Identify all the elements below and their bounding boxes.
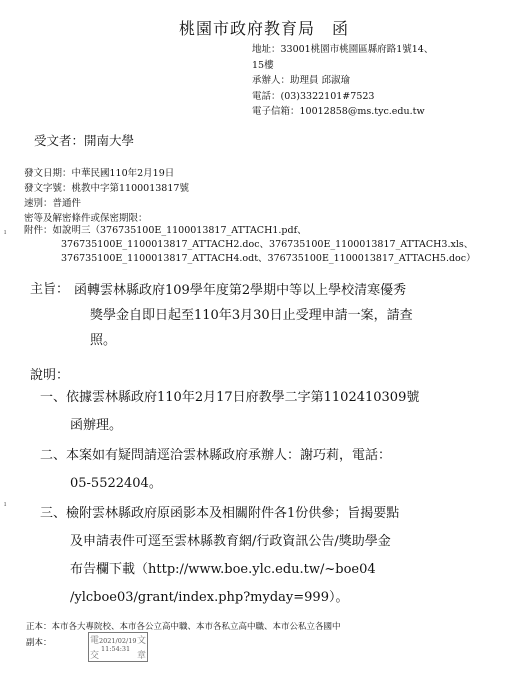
- subject-line3: 照。: [90, 333, 117, 348]
- subject-label: 主旨：: [30, 282, 70, 297]
- item-text: 05-5522404。: [70, 476, 162, 491]
- recipient: 受文者：開南大學: [34, 133, 135, 148]
- item-marker: 三、: [40, 506, 67, 521]
- contact-phone: 電話：(03)3322101#7523: [252, 90, 375, 102]
- dispatch-stamp: [88, 632, 148, 662]
- item-marker: 一、: [40, 390, 67, 405]
- stamp-date: 2021/02/19: [99, 637, 137, 645]
- stamp-char: 電: [90, 636, 100, 646]
- item-text: /ylcboe03/grant/index.php?myday=999）。: [70, 590, 349, 605]
- description-item-1: [40, 384, 419, 440]
- stamp-char: 文: [136, 636, 146, 646]
- contact-block: [252, 42, 433, 120]
- document-title: 桃園市政府教育局 函: [178, 19, 349, 38]
- cc-label: 副本：: [26, 638, 52, 648]
- margin-mark: ı: [4, 228, 7, 236]
- subject-line1: 函轉雲林縣政府109學年度第2學期中等以上學校清寒優秀: [74, 283, 407, 298]
- stamp-time: 11:54:31: [101, 645, 131, 653]
- stamp-char: 交: [90, 651, 100, 661]
- speed: 速別：普通件: [24, 198, 82, 209]
- issue-number: 發文字號：桃教中字第1100013817號: [24, 183, 189, 194]
- stamp-char: 章: [136, 651, 146, 661]
- secrecy: 密等及解密條件或保密期限：: [24, 213, 148, 224]
- description-item-3: [40, 500, 399, 612]
- contact-address-line2: 15樓: [252, 59, 274, 71]
- attachment-line1: 附件：如說明三（376735100E_1100013817_ATTACH1.pdf、: [24, 225, 307, 236]
- contact-address-line1: 地址：33001桃園市桃園區縣府路1號14、: [252, 44, 434, 55]
- description-label: 說明：: [30, 368, 70, 383]
- item-text: 本案如有疑問請逕洽雲林縣政府承辦人：謝巧莉，電話：: [66, 448, 392, 463]
- item-text: 及申請表件可逕至雲林縣教育網/行政資訊公告/獎助學金: [70, 534, 391, 549]
- item-text: 依據雲林縣政府110年2月17日府教學二字第1102410309號: [66, 390, 420, 405]
- attachment-line2: 376735100E_1100013817_ATTACH2.doc、376735100E_1100013817_ATTACH3.xls、: [61, 239, 474, 250]
- contact-handler: 承辦人：助理員 邱淑瑜: [252, 75, 351, 86]
- margin-mark: ı: [4, 500, 7, 508]
- subject-text: [74, 278, 474, 353]
- attachments: [24, 224, 476, 266]
- attachment-line3: 376735100E_1100013817_ATTACH4.odt、376735100E_1100013817_ATTACH5.doc）: [61, 253, 476, 264]
- subject-line2: 獎學金自即日起至110年3月30日止受理申請一案，請查: [90, 308, 413, 323]
- main-copy: 正本：本市各大專院校、本市各公立高中職、本市各私立高中職、本市公私立各國中: [26, 622, 341, 632]
- issue-date: 發文日期：中華民國110年2月19日: [24, 168, 175, 179]
- contact-email: 電子信箱：10012858@ms.tyc.edu.tw: [252, 106, 425, 117]
- item-text: 函辦理。: [70, 418, 123, 433]
- item-marker: 二、: [40, 448, 67, 463]
- item-text: 檢附雲林縣政府原函影本及相關附件各1份供參；旨揭要點: [66, 506, 400, 521]
- item-text: 布告欄下載（http://www.boe.ylc.edu.tw/~boe04: [70, 562, 376, 577]
- description-item-2: [40, 442, 391, 498]
